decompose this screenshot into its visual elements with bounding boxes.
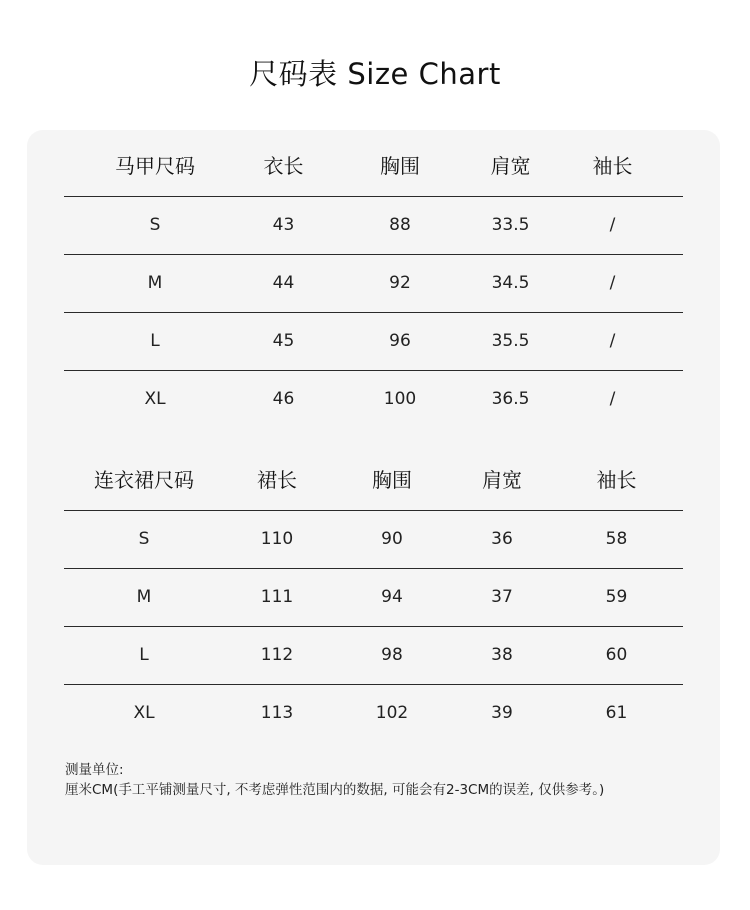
table-cell: 36 [454, 510, 550, 568]
column-header: 胸围 [321, 130, 479, 196]
column-header: 胸围 [330, 448, 454, 510]
table-row [64, 684, 683, 742]
table-cell: 39 [491, 703, 513, 724]
measurement-note [65, 760, 604, 800]
table-row [64, 510, 683, 568]
page-title: 尺码表 Size Chart [249, 57, 501, 91]
table-cell: XL [144, 389, 166, 410]
table-row [64, 626, 683, 684]
table-cell: 37 [454, 568, 550, 626]
table-cell: 90 [330, 510, 454, 568]
measurement-unit-text: 厘米CM(手工平铺测量尺寸, 不考虑弹性范围内的数据, 可能会有2-3CM的误差, 仅供参考。) [65, 782, 605, 798]
table-cell: 61 [605, 703, 628, 724]
table-cell: 46 [272, 389, 295, 410]
column-header: 袖长 [542, 130, 683, 196]
table-cell: 59 [550, 568, 683, 626]
table-row [64, 568, 683, 626]
table-row [64, 312, 683, 370]
table-cell: 38 [454, 626, 550, 684]
column-header: 衣长 [246, 130, 321, 196]
table-cell: 36.5 [491, 389, 530, 410]
table-cell: / [609, 389, 616, 410]
table-cell: 113 [260, 703, 294, 724]
table-cell: 112 [224, 626, 330, 684]
table-row [64, 196, 683, 254]
dress-size-table [64, 448, 683, 742]
measurement-unit-label: 测量单位: [65, 762, 124, 778]
table-cell: 60 [550, 626, 683, 684]
table-cell: / [542, 196, 683, 254]
column-header: 马甲尺码 [64, 130, 246, 196]
table-cell: / [542, 312, 683, 370]
table-header-row [64, 448, 683, 510]
table-cell: L [64, 626, 224, 684]
column-header: 肩宽 [479, 130, 542, 196]
table-cell: M [64, 568, 224, 626]
table-cell: S [64, 510, 224, 568]
table-cell: 100 [383, 389, 417, 410]
table-cell: 58 [550, 510, 683, 568]
column-header: 裙长 [224, 448, 330, 510]
table-row [64, 370, 683, 428]
table-cell: L [64, 312, 246, 370]
table-cell: 92 [321, 254, 479, 312]
table-cell: 102 [375, 703, 409, 724]
table-cell: / [542, 254, 683, 312]
column-header: 袖长 [550, 448, 683, 510]
table-cell: 34.5 [479, 254, 542, 312]
table-cell: 110 [224, 510, 330, 568]
vest-size-table [64, 130, 683, 428]
table-cell: 111 [224, 568, 330, 626]
column-header: 连衣裙尺码 [64, 448, 224, 510]
table-header-row [64, 130, 683, 196]
table-cell: 98 [330, 626, 454, 684]
table-cell: 96 [321, 312, 479, 370]
table-cell: 94 [330, 568, 454, 626]
table-cell: 35.5 [479, 312, 542, 370]
table-cell: S [64, 196, 246, 254]
table-cell: 44 [246, 254, 321, 312]
size-chart-panel [27, 130, 720, 865]
table-cell: M [64, 254, 246, 312]
column-header: 肩宽 [454, 448, 550, 510]
table-row [64, 254, 683, 312]
table-cell: 43 [246, 196, 321, 254]
table-cell: 88 [321, 196, 479, 254]
table-cell: 45 [246, 312, 321, 370]
table-cell: XL [133, 703, 155, 724]
table-cell: 33.5 [479, 196, 542, 254]
